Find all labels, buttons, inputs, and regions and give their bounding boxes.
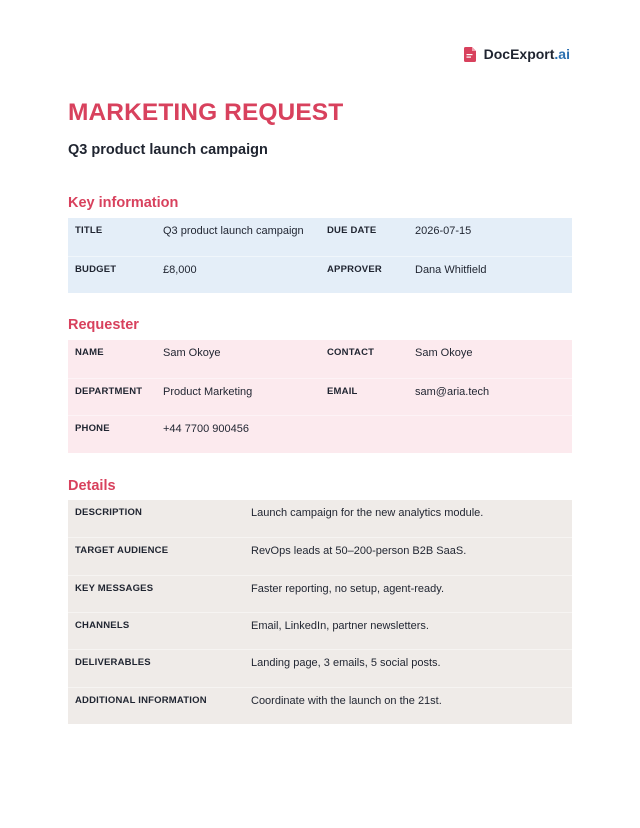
section-heading-details: Details — [68, 478, 116, 494]
table-row — [68, 340, 572, 378]
table-row — [68, 649, 572, 687]
field-label: ADDITIONAL INFORMATION — [75, 694, 207, 706]
field-value: Email, LinkedIn, partner newsletters. — [251, 619, 429, 632]
field-label: TARGET AUDIENCE — [75, 545, 169, 557]
field-value: Coordinate with the launch on the 21st. — [251, 694, 442, 707]
table-row — [68, 687, 572, 725]
field-label: TITLE — [75, 225, 103, 236]
field-label: NAME — [75, 347, 104, 358]
field-label: CHANNELS — [75, 619, 130, 631]
details-table — [68, 500, 572, 724]
field-value: Launch campaign for the new analytics module. — [251, 507, 484, 519]
field-value: Faster reporting, no setup, agent-ready. — [251, 582, 445, 595]
brand-name: DocExport.ai — [483, 46, 570, 62]
brand-logo — [464, 46, 570, 62]
field-value: Product Marketing — [163, 385, 253, 398]
field-value: Dana Whitfield — [415, 263, 487, 276]
table-row — [68, 218, 572, 256]
field-label: PHONE — [75, 423, 110, 434]
page-subtitle: Q3 product launch campaign — [68, 142, 268, 158]
requester-table — [68, 340, 572, 453]
field-value: Sam Okoye — [163, 347, 221, 359]
field-label: DEPARTMENT — [75, 385, 143, 397]
field-value: RevOps leads at 50–200-person B2B SaaS. — [251, 545, 467, 558]
table-row — [68, 256, 572, 294]
field-value: 2026-07-15 — [415, 225, 472, 237]
field-label: EMAIL — [327, 385, 358, 397]
table-row — [68, 612, 572, 650]
field-value: £8,000 — [163, 263, 197, 276]
field-label: DELIVERABLES — [75, 657, 151, 669]
document-icon — [464, 47, 476, 62]
table-row — [68, 415, 572, 453]
table-row — [68, 537, 572, 575]
field-label: DESCRIPTION — [75, 507, 143, 518]
field-label: DUE DATE — [327, 225, 377, 236]
field-value: Landing page, 3 emails, 5 social posts. — [251, 657, 441, 670]
field-label: APPROVER — [327, 263, 382, 275]
field-label: KEY MESSAGES — [75, 582, 154, 594]
field-label: BUDGET — [75, 263, 117, 275]
field-value: +44 7700 900456 — [163, 423, 249, 435]
section-heading-requester: Requester — [68, 317, 139, 333]
field-value: sam@aria.tech — [415, 385, 490, 398]
page-title: MARKETING REQUEST — [68, 99, 344, 126]
table-row — [68, 500, 572, 538]
field-label: CONTACT — [327, 347, 375, 358]
field-value: Sam Okoye — [415, 347, 473, 359]
section-heading-key-information: Key information — [68, 195, 179, 211]
key-information-table — [68, 218, 572, 293]
table-row — [68, 575, 572, 613]
field-value: Q3 product launch campaign — [163, 225, 304, 237]
table-row — [68, 378, 572, 416]
